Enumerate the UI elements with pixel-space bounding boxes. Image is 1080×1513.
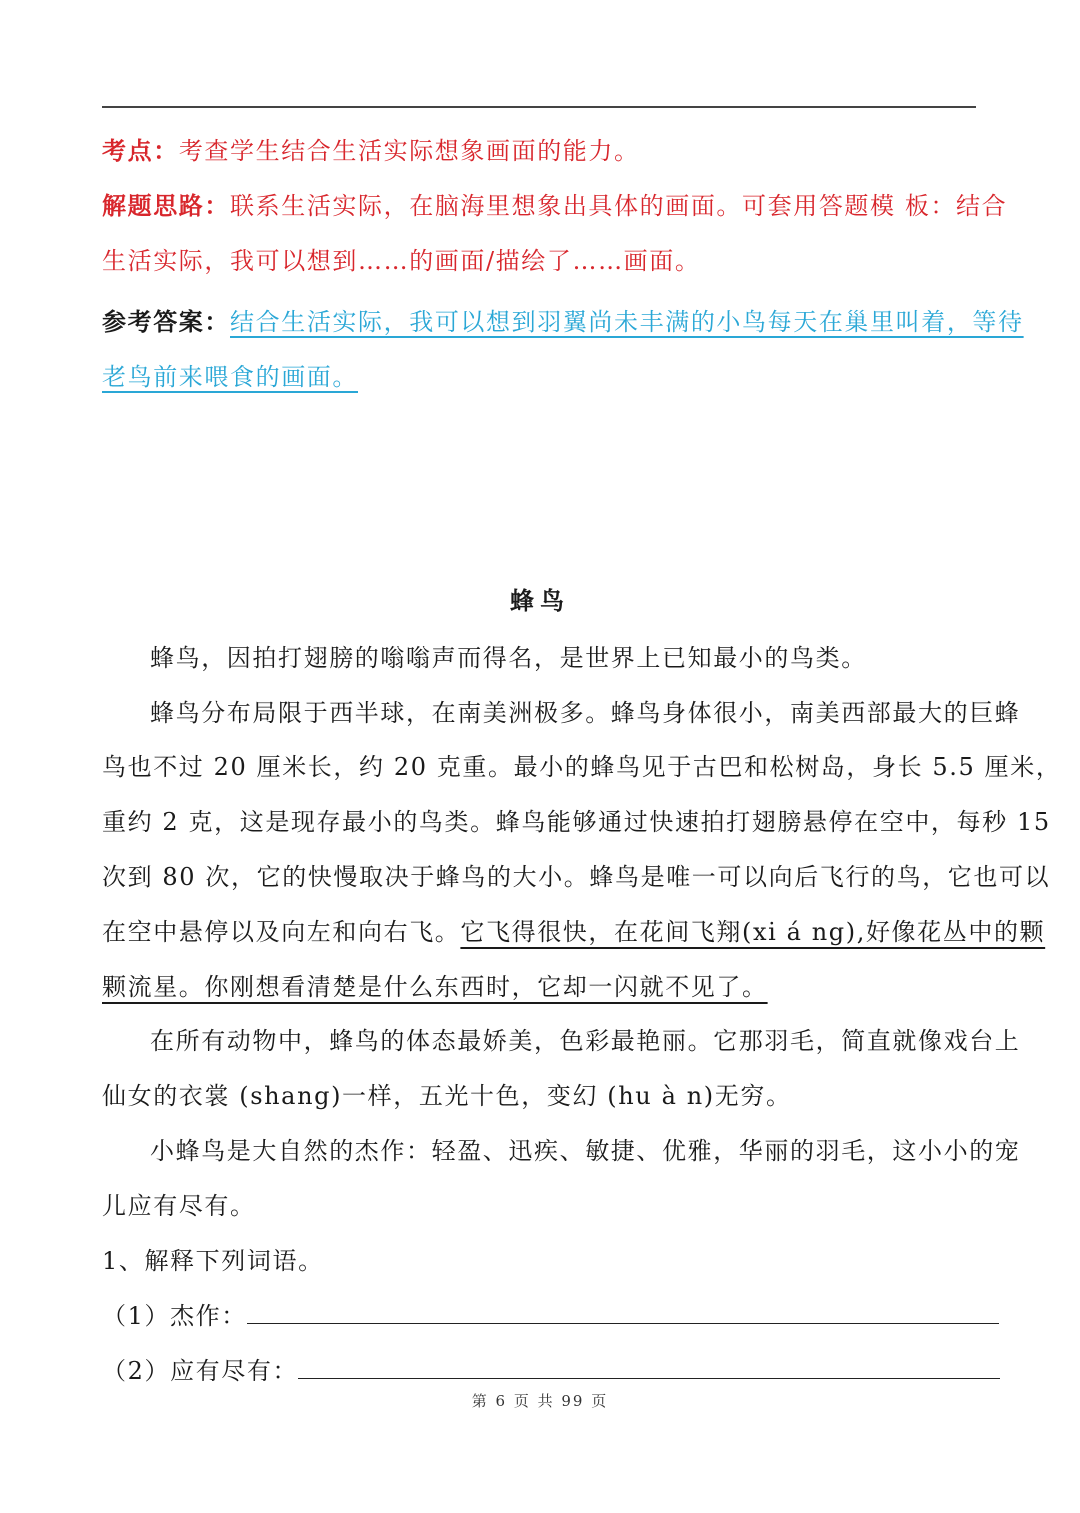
question-1-2 [102, 1354, 988, 1388]
silu-line-2: 生活实际，我可以想到……的画面/描绘了……画面。 [102, 247, 701, 275]
passage-p2-line-2: 鸟也不过 20 厘米长，约 20 克重。最小的蜂鸟见于古巴和松树岛，身长 5.5 厘米， [102, 753, 1062, 781]
passage-p2-line-6 [102, 970, 988, 1004]
kaodian-text: 考查学生结合生活实际想象画面的能力。 [178, 137, 640, 165]
passage-p4-line-1: 小蜂鸟是大自然的杰作：轻盈、迅疾、敏捷、优雅，华丽的羽毛，这小小的宠 [150, 1137, 1021, 1165]
top-divider [102, 106, 976, 108]
passage-p2-line-6-underlined: 颗流星。你刚想看清楚是什么东西时，它却一闪就不见了。 [102, 973, 768, 1001]
passage-p3-line-1: 在所有动物中，蜂鸟的体态最娇美，色彩最艳丽。它那羽毛，简直就像戏台上 [150, 1027, 1021, 1055]
silu-colon: ： [204, 191, 231, 220]
answer-blank-1[interactable] [247, 1301, 999, 1324]
answer-blank-2[interactable] [298, 1356, 1000, 1379]
passage-p2-line-5-underlined: 它飞得很快，在花间飞翔(xi á ng),好像花丛中的颗 [460, 918, 1046, 946]
passage-p2-line-1: 蜂鸟分布局限于西半球，在南美洲极多。蜂鸟身体很小，南美西部最大的巨蜂 [150, 699, 1021, 727]
answer-label: 参考答案 [102, 307, 205, 336]
answer-colon: ： [204, 307, 231, 336]
answer-text-2: 老鸟前来喂食的画面。 [102, 363, 358, 391]
question-1-2-label: （2）应有尽有： [102, 1357, 299, 1385]
answer-line-2 [102, 360, 988, 394]
kaodian-label: 考点 [102, 136, 154, 165]
answer-line-1 [102, 305, 1024, 339]
answer-text-1: 结合生活实际，我可以想到羽翼尚未丰满的小鸟每天在巢里叫着，等待 [230, 308, 1024, 336]
passage-p2-line-4: 次到 80 次，它的快慢取决于蜂鸟的大小。蜂鸟是唯一可以向后飞行的鸟，它也可以 [102, 863, 1051, 891]
passage-p1: 蜂鸟，因拍打翅膀的嗡嗡声而得名，是世界上已知最小的鸟类。 [150, 644, 867, 672]
passage-p2-line-3: 重约 2 克，这是现存最小的鸟类。蜂鸟能够通过快速拍打翅膀悬停在空中，每秒 15 [102, 808, 1051, 836]
passage-p2-line-5 [102, 915, 1046, 949]
kaodian-line [102, 134, 988, 168]
passage-p2-line-5-plain: 在空中悬停以及向左和向右飞。 [102, 918, 461, 946]
question-1-1 [102, 1299, 988, 1333]
question-1: 1、解释下列词语。 [102, 1247, 324, 1275]
passage-p4-line-2: 儿应有尽有。 [102, 1192, 256, 1220]
passage-p3-line-2: 仙女的衣裳 (shang)一样，五光十色，变幻 (hu à n)无穷。 [102, 1082, 792, 1110]
passage-title: 蜂鸟 [510, 586, 570, 615]
kaodian-colon: ： [153, 136, 179, 165]
silu-label: 解题思路 [102, 191, 205, 220]
silu-line-1 [102, 189, 1008, 223]
question-1-1-label: （1）杰作： [102, 1302, 247, 1330]
page-footer: 第 6 页 共 99 页 [471, 1392, 609, 1410]
silu-text-1: 联系生活实际，在脑海里想象出具体的画面。可套用答题模 板：结合 [230, 192, 1008, 220]
